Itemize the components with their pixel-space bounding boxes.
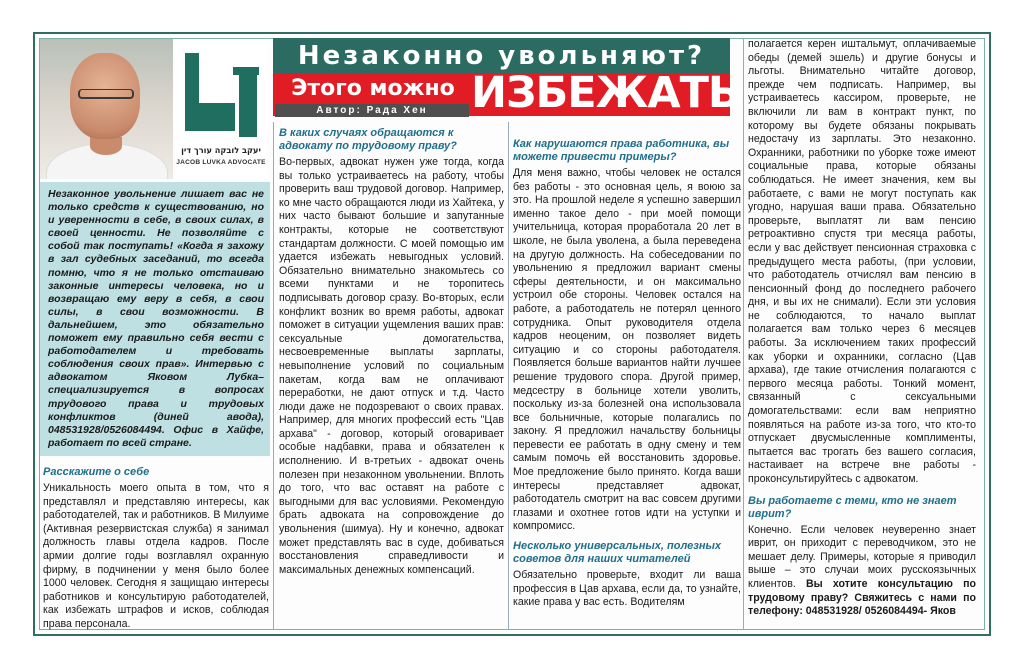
logo-hebrew-text: יעקב לובקה עורך דין: [181, 145, 261, 155]
law-firm-logo: [175, 39, 267, 179]
section-text: [748, 524, 976, 619]
section-text: Во-первых, адвокат нужен уже тогда, когда вы только устраиваетесь на работу, чтобы проверить ваш трудовой договор. Например, ко мне часто обращаются люди из Хайтека, у них часто бывают большие и запутанные контракты, которые не соответствуют стандартам должности. С моей помощью им удается избежать невыгодных условий. Обязательно внимательно знакомьтесь со всеми пунктами и не торопитесь подписывать договор сразу. Во-вторых, если конфликт возник во время работы, адвокат поможет в ситуации ущемления ваших прав: сексуальные домогательства, несвоевременные выплаты зарплаты, невыполнение условий по социальным пакетам, когда вам не оплачивают переработки, не дают отпуск и т.д. Часто люди даже не подозревают о своих правах. Например, для многих профессий есть "Цав архава" - договор, который оговаривает особые надбавки, права и обязателен к исполнению. И в-третьих - адвокат очень полезен при незаконном увольнении. Вплоть до того, что вас оставят на работе с выгодными для вас условиями. Рекомендую брать адвоката на сопровождение до увольнения (шимуа). Ну и конечно, адвокат может представлять вас в суде, добиваться восстановления справедливости и максимальных денежных компенсаций.: [279, 156, 504, 576]
glasses: [78, 89, 134, 99]
answer-text: Конечно. Если человек неуверенно знает иврит, он приходит с переводчиком, это не мешает делу. Примеры, которые я приводил выше – это случаи моих русскоязычных клиентов.: [748, 523, 976, 590]
column-divider: [508, 122, 509, 630]
column-divider: [273, 122, 274, 630]
column-4: [748, 38, 976, 619]
logo-mark-icon: [177, 45, 265, 145]
intro-box: [40, 182, 270, 456]
headline: Незаконно увольняют?: [273, 38, 730, 74]
subheadline-small: Этого можно: [273, 74, 473, 104]
section-heading: Вы работаете с теми, кто не знает иврит?: [748, 494, 957, 520]
section-heading: В каких случаях обращаются к адвокату по трудовому праву?: [279, 127, 457, 152]
section-text: полагается керен иштальмут, оплачиваемые обеды (демей эшель) и другие бонусы и льготы. Внимательно читайте договор, прежде чем подписать. Например, вы устраиваетесь кассиром, проверьте, не включили ли вам в контракт пункт, по которому вы будете обязаны покрывать недостачу из зарплаты. Это незаконно. Охранники, работники по уборке тоже имеют социальные права, которые обязаны соблюдаться. Не имеет значения, кем вы работаете, с вами не могут поступать как угодно, нарушая ваши права. Обязательно проверьте, выплатят ли вам пенсию ретроактивно спустя три месяца работы, если у вас действует пенсионная страховка с предыдущего места работы, (при условии, что работодатель отчислял вам пенсию в пенсионный фонд до последнего рабочего дня, и вы их не снимали). Если эти условия не соблюдаются, то начало выплат полагается вам только через 6 месяцев работы. За исключением таких профессий как уборки и охранники, согласно (Цав архава), где такие отчисления полагаются с первого месяца работы. Тонкий момент, связанный с сексуальными домогательствами: если вам неприятно появляться на работе из-за того, что кто-то отпускает двусмысленные комплименты, пытается вас трогать без вашего согласия, настаивает на встрече вне работы - проконсультируйтесь с адвокатом.: [748, 38, 976, 485]
column-divider: [743, 38, 744, 630]
intro-text: Незаконное увольнение лишает вас не только средств к существованию, но и уверенности в себе, в своих силах, в своей ценности. Не позволяйте с собой так поступать! «Когда я захожу в зал судебных заседаний, то всегда помню, что я не только отстаиваю законные интересы человека, но и возвращаю ему веру в себя, в свои силы, в свои возможности. В дальнейшем, это обязательно поможет ему правильно себя вести с работодателем и требовать соблюдения своих прав». Интервью с адвокатом Яковом Лубка– специализируется в вопросах трудового права и трудовых конфликтов (диней авода), 048531928/0526084494. Офис в Хайфе, работает по всей стране.: [48, 188, 264, 449]
call-to-action: Вы хотите консультацию по трудовому праву? Свяжитесь с нами по телефону: 048531928/ 0526084494- Яков: [748, 577, 976, 618]
logo-english-text: JACOB LUVKA ADVOCATE: [176, 159, 266, 166]
section-text: Для меня важно, чтобы человек не остался без работы - это основная цель, я воюю за это. На прошлой неделе я успешно завершил именно такое дело - при моей помощи учительница, которая проработала 20 лет в школе, не была уволена, а была переведена на другую должность. На собеседовании по увольнению я предложил вариант смены сферы деятельности, и он максимально устроил обе стороны. Человек остался на работе, а работодатель не потерял ценного сотрудника. Опыт руководителя отдела кадров неоценим, он позволяет видеть ситуацию и со стороны работодателя. Появляется больше вариантов найти лучшее решение трудового спора. Другой пример, медсестру в больнице хотели уволить, поскольку из-за болезней она использовала все больничные, которые полагались по закону. Я предложил начальству больницы перевести ее работать в одну смену и тем самым помочь ей восстановить здоровье. Мое предложение было принято. Когда ваши интересы представляет адвокат, работодатель смотрит на вас совсем другими глазами и охотнее готов идти на уступки и компромисс.: [513, 167, 741, 533]
section-text: Уникальность моего опыта в том, что я представлял и представляю интересы, как работодателей, так и работников. В Милуиме (Активная резервистская служба) я занимал должность главы отдела кадров. После армии долгие годы возглавлял охранную фирму, в подчинении у меня было более 1000 человек. Сегодня я защищаю интересы работников и консультирую работодателей, как избежать штрафов и исков, соблюдая права персонала.: [43, 482, 269, 630]
section-text: Обязательно проверьте, входит ли ваша профессия в Цав архава, если да, то узнайте, какие права у вас есть. Водителям: [513, 569, 741, 609]
section-heading: Как нарушаются права работника, вы можете привести примеры?: [513, 138, 730, 163]
section-heading: Несколько универсальных, полезных советов для наших читателей: [513, 540, 722, 566]
neck: [90, 137, 122, 155]
author-byline: Автор: Рада Хен: [275, 104, 469, 117]
column-2: [279, 123, 504, 577]
lawyer-photo: [40, 39, 173, 179]
section-heading: Расскажите о себе: [43, 466, 150, 478]
column-left: [43, 462, 269, 632]
subheadline-big: ИЗБЕЖАТЬ: [471, 68, 740, 118]
article-frame: [33, 32, 991, 636]
column-3: [513, 134, 741, 610]
